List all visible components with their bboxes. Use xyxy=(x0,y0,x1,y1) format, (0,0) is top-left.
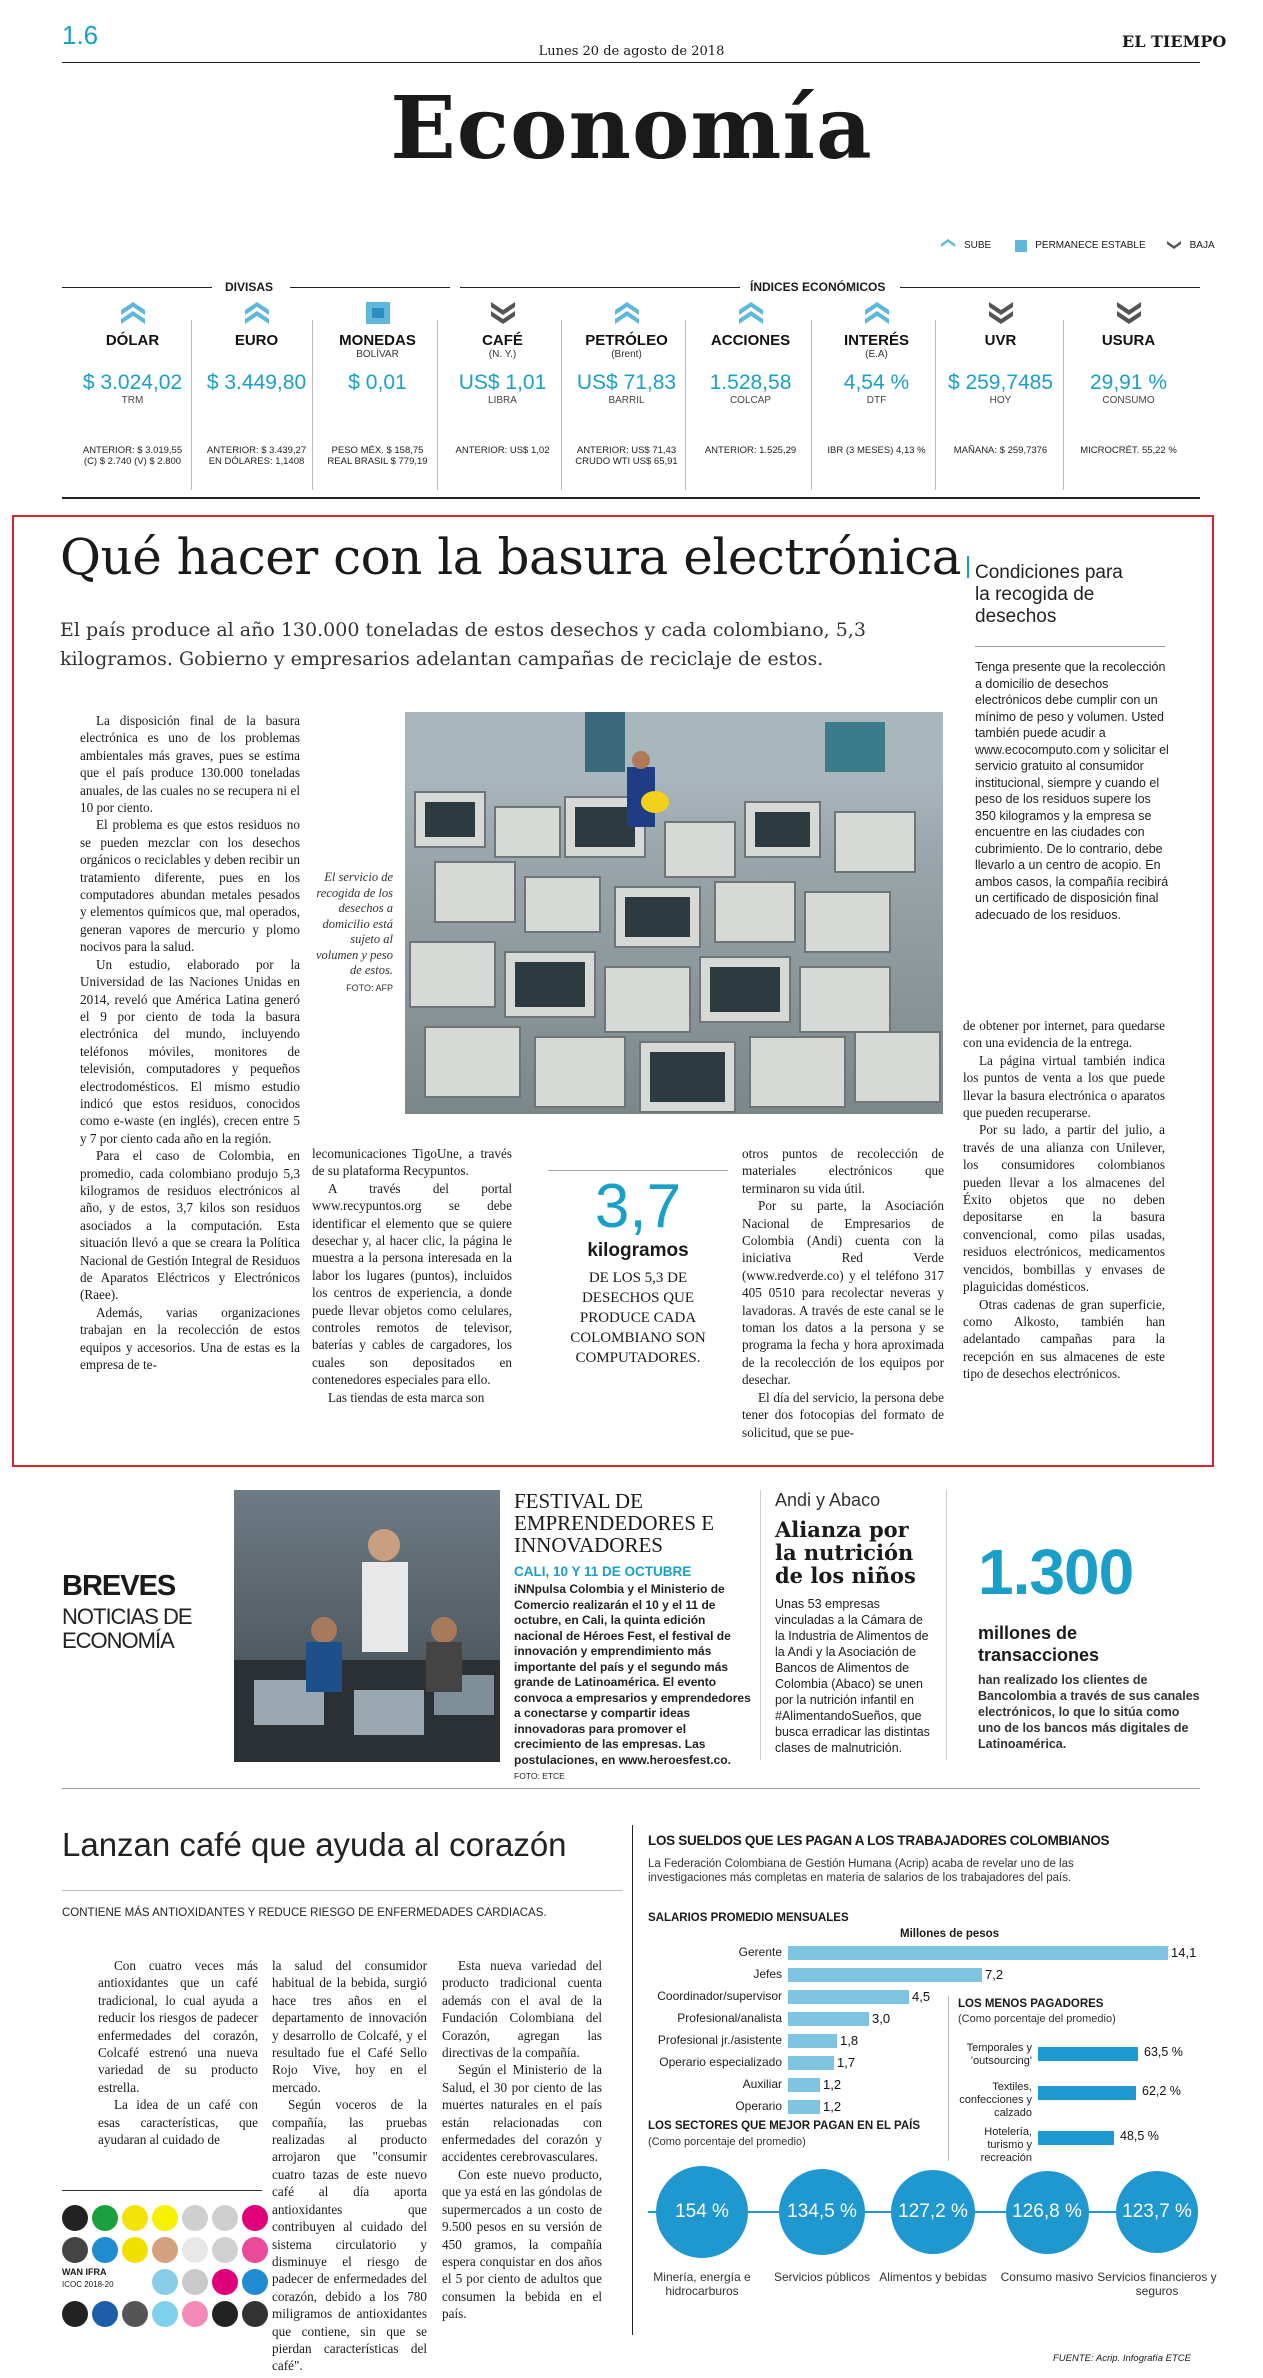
up-trend-icon xyxy=(119,300,147,326)
up-trend-icon xyxy=(613,300,641,326)
color-swatch xyxy=(182,2205,208,2231)
paragraph: Con este nuevo producto, que ya está en las góndolas de supermercados a un costo de 9.500 pesos en su versión de 450 gramos, la compañía espera conquistar en dos años el 5 por ciento de adultos que consumen la bebida en el país. xyxy=(442,2166,602,2322)
sector-circle: 126,8 % xyxy=(1006,2171,1089,2254)
bar-mark xyxy=(788,1990,909,2004)
indicator-name: PETRÓLEO xyxy=(585,332,668,349)
chart-title: LOS MENOS PAGADORES xyxy=(958,1998,1104,2010)
indicator-separator xyxy=(312,320,313,490)
paragraph: Esta nueva variedad del producto tradicional cuenta además con el aval de la Fundación Colombiana del Corazón, agregan las directivas de la compañía. xyxy=(442,1958,602,2061)
bar-mark xyxy=(788,2034,837,2048)
bar-value-label: 1,2 xyxy=(823,2077,842,2092)
paragraph: de obtener por internet, para quedarse con una evidencia de la entrega. xyxy=(963,1018,1165,1051)
indicator-footnote xyxy=(70,445,195,467)
indicator-name: UVR xyxy=(984,332,1017,349)
sidebar-box xyxy=(975,562,1170,923)
sidebar-rule xyxy=(967,556,969,578)
color-swatch xyxy=(152,2301,178,2327)
article-headline: Qué hacer con la basura electrónica xyxy=(60,528,962,586)
article-col-2 xyxy=(312,1145,512,1406)
indicator-footnote xyxy=(938,445,1063,456)
divisas-rule-right xyxy=(290,287,450,288)
bar-mark xyxy=(788,2100,820,2114)
paragraph: Las tiendas de esta marca son xyxy=(328,1389,485,1405)
issue-date: Lunes 20 de agosto de 2018 xyxy=(538,44,725,59)
sector-circle: 154 % xyxy=(656,2166,748,2258)
stat-box xyxy=(548,1170,728,1368)
indicator-subname xyxy=(1066,349,1191,361)
indicator-foot-2: EN DÓLARES: 1,1408 xyxy=(208,456,305,467)
color-swatch xyxy=(62,2237,88,2263)
ewaste-photo xyxy=(405,712,943,1114)
color-swatch xyxy=(212,2237,238,2263)
indicator-footnote xyxy=(564,445,689,467)
paragraph: A través del portal www.recypuntos.org se debe identificar el elemento que se quiere desechar y, al hacer clic, la página le muestra a la persona interesada en la labor los lugares (puntos), incluidos los centros de experiencia, a donde puede llevar objetos como celulares, controles remotos de televisor, baterías y cables de cargadores, los cuales son depositados en contenedores especiales para ello. xyxy=(312,1180,512,1388)
indicator-foot-1: ANTERIOR: 1.525,29 xyxy=(704,445,797,456)
color-swatch xyxy=(122,2205,148,2231)
indicator-value: 1.528,58 xyxy=(709,371,792,394)
indicator-subname xyxy=(70,349,195,361)
legend-up: SUBE xyxy=(964,240,992,251)
stable-trend-icon xyxy=(1015,240,1027,252)
chart-axis-label: Millones de pesos xyxy=(900,1928,1000,1940)
caption-text: El servicio de recogida de los desechos a domicilio está sujeto al volumen y peso de estos. xyxy=(315,870,393,977)
paragraph: Además, varias organizaciones trabajan en la recolección de estos equipos y accesorios. Una de estas es la empresa de te- xyxy=(80,1304,300,1373)
indicator-0 xyxy=(70,300,195,467)
up-trend-icon xyxy=(243,300,271,326)
indicator-name: USURA xyxy=(1101,332,1156,349)
color-swatch xyxy=(152,2237,178,2263)
festival-title: FESTIVAL DE EMPRENDEDORES E INNOVADORES xyxy=(514,1489,715,1557)
cafe-col-1 xyxy=(98,1957,258,2148)
color-swatch xyxy=(242,2237,268,2263)
paragraph: Otras cadenas de gran superficie, como Alkosto, también han adelantado campañas para la recepción en sus almacenes de este tipo de desechos electrónicos. xyxy=(963,1296,1165,1382)
indicator-7 xyxy=(938,300,1063,456)
paragraph: Con cuatro veces más antioxidantes que un café tradicional, lo cual ayuda a reducir los riesgos de padecer enfermedades del corazón, Colcafé estrenó una nueva variedad de su producto estrella. xyxy=(98,1958,258,2095)
paragraph: la salud del consumidor habitual de la bebida, surgió hace tres años en el departamento de innovación y desarrollo de Colcafé, y el resultado fue el Café Sello Rojo Vive, hoy en el mercado. xyxy=(272,1958,427,2095)
indicator-name: DÓLAR xyxy=(105,332,160,349)
festival-credit: FOTO: ETCE xyxy=(514,1771,565,1781)
legend-stable: PERMANECE ESTABLE xyxy=(1035,240,1146,251)
divisas-label: DIVISAS xyxy=(225,280,274,294)
color-swatch xyxy=(182,2269,208,2295)
paragraph: Por su parte, la Asociación Nacional de Empresarios de Colombia (Andi) cuenta con la iniciativa Red Verde (www.redverde.co) y el teléfono 317 405 0510 para recolectar neveras y lavadoras. A través de este canal se le toman los datos a la persona y se programa la fecha y hora aproximada de la recolección de los equipos por desechar. xyxy=(742,1198,944,1388)
paragraph: Para el caso de Colombia, en promedio, cada colombiano produjo 5,3 kilogramos de residuos electrónicos al año, y de estos, 3,7 kilos son residuos asociados a la computación. Esta situación llevó a que se creara la Política Nacional de Gestión Integral de Residuos de Aparatos Eléctricos y Electrónicos (Raee). xyxy=(80,1148,300,1303)
indicator-2 xyxy=(315,300,440,467)
indicator-foot-1: ANTERIOR: $ 3.439,27 xyxy=(206,445,307,456)
indicator-unit: COLCAP xyxy=(729,395,772,406)
up-trend-icon xyxy=(940,238,956,253)
paragraph: La idea de un café con esas características, que ayudaran al cuidado de xyxy=(98,2097,258,2148)
photo-illustration xyxy=(405,712,943,1114)
big-number-text: han realizado los clientes de Bancolombia a través de sus canales electrónicos, lo que lo sitúa como uno de los bancos más digitales de Latinoamérica. xyxy=(978,1673,1200,1751)
sector-circle: 134,5 % xyxy=(779,2169,865,2255)
indicator-name: MONEDAS xyxy=(339,332,416,349)
indicator-separator xyxy=(935,320,936,490)
bar-category-label: Jefes xyxy=(753,1967,782,1981)
indicator-value: $ 0,01 xyxy=(348,371,407,394)
indicator-foot-1: ANTERIOR: $ 3.019,55 xyxy=(82,445,183,456)
article-deck: El país produce al año 130.000 toneladas de estos desechos y cada colombiano, 5,3 kilogramos. Gobierno y empresarios adelantan campañas de reciclaje de estos. xyxy=(60,619,866,670)
bar-category-label: Coordinador/supervisor xyxy=(657,1989,782,2003)
paragraph: lecomunicaciones TigoUne, a través de su plataforma Recypuntos. xyxy=(312,1146,512,1179)
festival-photo xyxy=(234,1490,500,1762)
festival-date: CALI, 10 Y 11 DE OCTUBRE xyxy=(514,1564,692,1579)
down-trend-icon xyxy=(1115,300,1143,326)
indicator-4 xyxy=(564,300,689,467)
sector-circle: 127,2 % xyxy=(891,2170,975,2254)
bar-mark xyxy=(788,2056,834,2070)
breves-title: BREVES xyxy=(62,1570,176,1602)
indicator-foot-2: REAL BRASIL $ 779,19 xyxy=(327,456,428,467)
divisas-rule-left xyxy=(62,287,212,288)
indicator-3 xyxy=(440,300,565,456)
bar-value-label: 3,0 xyxy=(872,2011,891,2026)
cafe-headline: Lanzan café que ayuda al corazón xyxy=(62,1826,567,1863)
big-number-label: millones de transacciones xyxy=(978,1623,1100,1665)
indicator-separator xyxy=(811,320,812,490)
color-swatch xyxy=(62,2205,88,2231)
indicator-subname xyxy=(194,349,319,361)
cafe-deck: CONTIENE MÁS ANTIOXIDANTES Y REDUCE RIESGO DE ENFERMEDADES CARDIACAS. xyxy=(62,1907,547,1919)
sector-circle: 123,7 % xyxy=(1116,2171,1198,2253)
logo-rule xyxy=(62,2190,262,2191)
wan-ifra-sub: ICOC 2018-20 xyxy=(62,2280,114,2289)
bar-category-label: Textiles, confecciones y calzado xyxy=(959,2081,1032,2119)
bar-mark xyxy=(1038,2131,1114,2145)
indicator-unit: BARRIL xyxy=(608,395,645,406)
indicator-value: 4,54 % xyxy=(843,371,910,394)
sector-label: Minería, energía e hidrocarburos xyxy=(653,2270,751,2298)
paragraph: La página virtual también indica los puntos de venta a los que puede llevar la basura electrónica o aparatos que pueden recuperarse. xyxy=(963,1052,1165,1121)
bar-value-label: 1,7 xyxy=(837,2055,856,2070)
indicator-subname xyxy=(938,349,1063,361)
sector-label: Servicios públicos xyxy=(773,2270,871,2284)
paragraph: El problema es que estos residuos no se pueden mezclar con los desechos orgánicos o reciclables y deben recibir un tratamiento diferente, pues en los computadores abundan metales pesados y elementos químicos que, mal operados, generan vapores de mercurio y plomo nocivos para la salud. xyxy=(80,817,300,955)
bar-mark xyxy=(788,2012,869,2026)
cafe-col-3 xyxy=(442,1957,602,2323)
down-trend-icon xyxy=(987,300,1015,326)
info-intro: La Federación Colombiana de Gestión Humana (Acrip) acaba de revelar uno de las investigaciones más completas en materia de salarios de los trabajadores del país. xyxy=(648,1858,1074,1884)
masthead: EL TIEMPO xyxy=(1122,32,1227,51)
color-swatch xyxy=(92,2301,118,2327)
color-swatch xyxy=(152,2269,178,2295)
bar-category-label: Temporales y 'outsourcing' xyxy=(966,2042,1032,2067)
andi-title: Alianza por la nutrición de los niños xyxy=(775,1517,916,1588)
bar-value-label: 4,5 xyxy=(912,1989,931,2004)
festival-text xyxy=(514,1582,752,1785)
bar-mark xyxy=(788,2078,820,2092)
breves-bottom-rule xyxy=(62,1788,1200,1789)
bar-value-label: 14,1 xyxy=(1171,1945,1197,1960)
color-swatch xyxy=(92,2237,118,2263)
bar-category-label: Gerente xyxy=(738,1945,782,1959)
festival-body: iNNpulsa Colombia y el Ministerio de Comercio realizarán el 10 y el 11 de octubre, en Cali, la quinta edición nacional de Héroes Fest, el festival de innovación y emprendimiento más importante del país y el segundo más grande de Latinoamérica. El evento convoca a empresarios y emprendedores a conectarse y compartir ideas innovadoras para promover el crecimiento de las empresas. Las postulaciones, en www.heroesfest.co. xyxy=(514,1582,751,1767)
paragraph: Un estudio, elaborado por la Universidad de las Naciones Unidas en 2014, reveló que América Latina generó el 9 por ciento de toda la basura electrónica del mundo, incluyendo teléfonos móviles, monitores de televisión, computadores y pequeños electrodomésticos. El mismo estudio indicó que estos residuos, conocidos como e-waste (en inglés), crecen entre 5 y 7 por ciento cada año en la región. xyxy=(80,956,300,1146)
indicator-separator xyxy=(561,320,562,490)
paragraph: La disposición final de la basura electrónica es uno de los problemas ambientales más graves, pues se estima que el país produce 130.000 toneladas anuales, de las cuales no se recupera ni el 10 por ciento. xyxy=(80,713,300,816)
stat-number: 3,7 xyxy=(594,1172,682,1241)
trend-legend xyxy=(940,238,1215,253)
indicator-value: $ 3.449,80 xyxy=(206,371,307,394)
indicator-footnote xyxy=(688,445,813,456)
wan-ifra-logo: WAN IFRA xyxy=(62,2267,107,2277)
bar-value-label: 48,5 % xyxy=(1120,2129,1159,2143)
color-swatch xyxy=(212,2301,238,2327)
indicator-footnote xyxy=(814,445,939,456)
festival-illustration xyxy=(234,1490,500,1762)
indices-rule-left xyxy=(460,287,740,288)
indicator-foot-1: MICROCRÉT. 55,22 % xyxy=(1080,445,1177,456)
paragraph: El día del servicio, la persona debe tener dos fotocopias del formato de solicitud, que se pue- xyxy=(742,1389,944,1440)
indices-rule-right xyxy=(900,287,1200,288)
header-rule xyxy=(62,62,1200,63)
bar-mark xyxy=(788,1946,1168,1960)
indicator-value: $ 259,7485 xyxy=(947,371,1054,394)
indicator-foot-1: ANTERIOR: US$ 1,02 xyxy=(455,445,550,456)
paragraph: Por su lado, a partir del julio, a través de una alianza con Unilever, los consumidores colombianos pueden llevar a los almacenes del Éxito objetos que no deben depositarse en la basura convencional, como pilas usadas, residuos electrónicos, medicamentos vencidos, bombillas y envases de plaguicidas domésticos. xyxy=(963,1122,1165,1295)
bar-category-label: Auxiliar xyxy=(742,2077,782,2091)
indicator-name: ACCIONES xyxy=(710,332,791,349)
indicator-footnote xyxy=(315,445,440,467)
indicator-5 xyxy=(688,300,813,456)
bar-category-label: Operario xyxy=(735,2099,782,2113)
andi-kicker: Andi y Abaco xyxy=(775,1490,881,1510)
chart-title: SALARIOS PROMEDIO MENSUALES xyxy=(648,1912,849,1924)
info-title: LOS SUELDOS QUE LES PAGAN A LOS TRABAJADORES COLOMBIANOS xyxy=(648,1833,1110,1848)
bar-value-label: 1,2 xyxy=(823,2099,842,2114)
indicator-unit: DTF xyxy=(866,395,887,406)
indicator-foot-2: CRUDO WTI US$ 65,91 xyxy=(575,456,678,467)
indicator-separator xyxy=(191,320,192,490)
indicator-name: CAFÉ xyxy=(482,332,523,349)
indicator-bottom-rule xyxy=(62,497,1200,499)
cafe-col-2 xyxy=(272,1957,427,2375)
bar-mark xyxy=(788,1968,982,1982)
indicator-footnote xyxy=(1066,445,1191,456)
indicator-subname: BOLÍVAR xyxy=(356,349,399,360)
article-col-4 xyxy=(963,1017,1165,1383)
article-col-1 xyxy=(80,712,300,1373)
chart-subtitle: (Como porcentaje del promedio) xyxy=(958,2013,1116,2025)
indicator-value: US$ 71,83 xyxy=(576,371,677,394)
color-swatch xyxy=(62,2301,88,2327)
indicator-subname: (Brent) xyxy=(611,349,642,360)
down-trend-icon xyxy=(1166,238,1182,253)
stat-text: DE LOS 5,3 DE DESECHOS QUE PRODUCE CADA COLOMBIANO SON COMPUTADORES. xyxy=(570,1270,706,1366)
cafe-rule xyxy=(62,1890,622,1891)
paragraph: Según el Ministerio de la Salud, el 30 por ciento de las muertes naturales en el país están relacionadas con enfermedades del corazón y accidentes cerebrovasculares. xyxy=(442,2062,602,2165)
photo-credit: FOTO: AFP xyxy=(346,982,393,993)
indicator-unit: LIBRA xyxy=(488,395,517,406)
color-swatch xyxy=(212,2269,238,2295)
indicator-footnote xyxy=(194,445,319,467)
indicator-1 xyxy=(194,300,319,467)
sector-label: Alimentos y bebidas xyxy=(879,2270,987,2284)
color-swatch xyxy=(122,2237,148,2263)
bar-mark xyxy=(1038,2086,1136,2100)
breves-subtitle: NOTICIAS DE ECONOMÍA xyxy=(62,1604,192,1653)
indicator-foot-1: MAÑANA: $ 259,7376 xyxy=(953,445,1048,456)
indicator-6 xyxy=(814,300,939,456)
color-swatch xyxy=(212,2205,238,2231)
indicator-subname: (E.A) xyxy=(865,349,888,360)
color-swatch xyxy=(242,2301,268,2327)
color-swatch xyxy=(152,2205,178,2231)
bar-category-label: Profesional/analista xyxy=(677,2011,782,2025)
indicator-separator xyxy=(685,320,686,490)
sidebar-sep xyxy=(975,646,1165,647)
bar-category-label: Hotelería, turismo y recreación xyxy=(980,2126,1032,2164)
down-trend-icon xyxy=(489,300,517,326)
color-swatch xyxy=(122,2301,148,2327)
bar-value-label: 62,2 % xyxy=(1142,2084,1181,2098)
big-number: 1.300 xyxy=(978,1536,1134,1608)
indicator-value: US$ 1,01 xyxy=(458,371,547,394)
color-swatch xyxy=(92,2205,118,2231)
indicator-separator xyxy=(437,320,438,490)
up-trend-icon xyxy=(737,300,765,326)
paragraph: otros puntos de recolección de materiales electrónicos que terminaron su vida útil. xyxy=(742,1146,944,1196)
indicator-foot-1: ANTERIOR: US$ 71,43 xyxy=(576,445,677,456)
info-source: FUENTE: Acrip. Infografía ETCE xyxy=(1053,2353,1191,2364)
bar-value-label: 1,8 xyxy=(840,2033,859,2048)
indicator-subname: (N. Y.) xyxy=(488,349,517,360)
bar-value-label: 7,2 xyxy=(985,1967,1004,1982)
bar-value-label: 63,5 % xyxy=(1144,2045,1183,2059)
bar-mark xyxy=(1038,2047,1138,2061)
indicator-name: EURO xyxy=(234,332,279,349)
indicator-unit: CONSUMO xyxy=(1102,395,1155,406)
paragraph: Según voceros de la compañía, las pruebas realizadas al producto arrojaron que "consumir cuatro tazas de este nuevo café al día aporta antioxidantes que contribuyen al cuidado del sistema circulatorio y disminuye el riesgo de padecer de enfermedades del corazón, debido a los 780 miligramos de antioxidantes que contiene, sin que se pierdan características del café". xyxy=(272,2097,427,2374)
breves-sep-2 xyxy=(946,1490,947,1760)
indicator-unit: TRM xyxy=(121,395,144,406)
indicator-foot-2: (C) $ 2.740 (V) $ 2.800 xyxy=(83,456,182,467)
indicator-footnote xyxy=(440,445,565,456)
bar-category-label: Operario especializado xyxy=(659,2055,782,2069)
indicator-subname xyxy=(688,349,813,361)
color-swatch xyxy=(182,2301,208,2327)
photo-caption xyxy=(305,870,393,996)
indicator-value: 29,91 % xyxy=(1089,371,1168,394)
chart-title: LOS SECTORES QUE MEJOR PAGAN EN EL PAÍS xyxy=(648,2120,921,2132)
color-swatch xyxy=(182,2237,208,2263)
color-swatch xyxy=(242,2205,268,2231)
sidebar-title: Condiciones para la recogida de desechos xyxy=(975,562,1123,627)
indicator-unit: HOY xyxy=(989,395,1012,406)
stable-trend-icon xyxy=(364,300,392,326)
sidebar-text: Tenga presente que la recolección a domicilio de desechos electrónicos debe cumplir con un mínimo de peso y volumen. Usted también puede acudir a www.ecocomputo.com y solicitar el servicio gratuito al consumidor institucional, siempre y cuando el peso de los residuos supere los 350 kilogramos y la empresa se encuentre en las ciudades con cubrimiento. De lo contrario, debe llevarlo a un centro de acopio. En ambos casos, la compañía recibirá un certificado de disposición final adecuado de los residuos. xyxy=(975,660,1169,922)
indicator-separator xyxy=(1063,320,1064,490)
sector-label: Consumo masivo xyxy=(1000,2270,1094,2284)
section-title: Economía xyxy=(390,78,873,179)
chart-subtitle: (Como porcentaje del promedio) xyxy=(648,2136,806,2148)
indicator-foot-1: PESO MÉX. $ 158,75 xyxy=(331,445,424,456)
page-number: 1.6 xyxy=(62,20,99,50)
indicator-value: $ 3.024,02 xyxy=(82,371,183,394)
stat-unit: kilogramos xyxy=(587,1240,689,1261)
bar-category-label: Profesional jr./asistente xyxy=(657,2033,782,2047)
indicator-8 xyxy=(1066,300,1191,456)
color-swatch xyxy=(242,2269,268,2295)
indices-label: ÍNDICES ECONÓMICOS xyxy=(750,280,886,294)
sector-label: Servicios financieros y seguros xyxy=(1097,2270,1217,2298)
indicator-name: INTERÉS xyxy=(843,332,909,349)
indicator-foot-1: IBR (3 MESES) 4,13 % xyxy=(827,445,926,456)
legend-down: BAJA xyxy=(1189,240,1215,251)
andi-text: Unas 53 empresas vinculadas a la Cámara de la Industria de Alimentos de la Andi y la Asociación de Bancos de Alimentos de Colombia (Abaco) se unen por la nutrición infantil en #AlimentandoSueños, que busca erradicar las distintas clases de malnutrición. xyxy=(775,1597,930,1755)
article-col-3 xyxy=(742,1145,944,1441)
up-trend-icon xyxy=(863,300,891,326)
breves-sep-1 xyxy=(760,1490,761,1760)
stat-rule xyxy=(548,1170,728,1171)
